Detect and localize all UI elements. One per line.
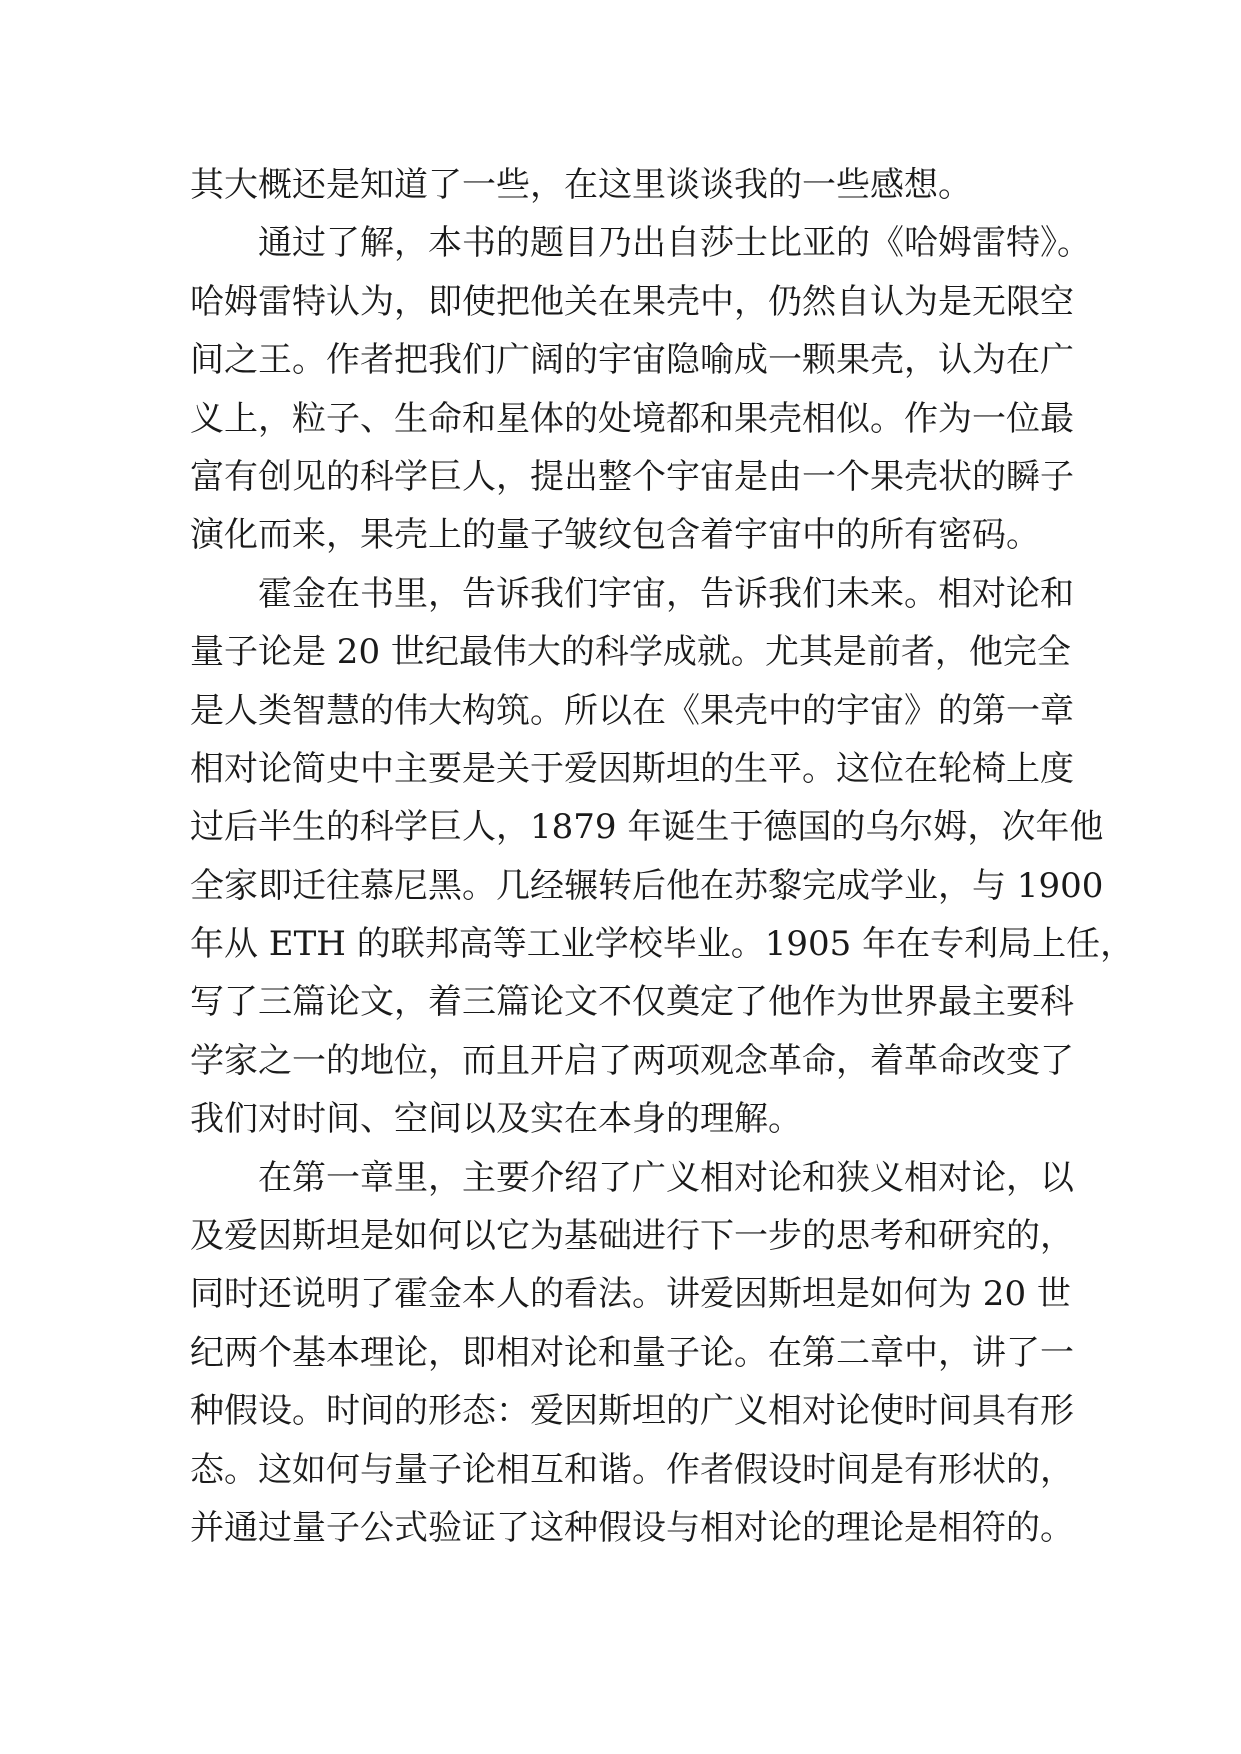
text-line: 并通过量子公式验证了这种假设与相对论的理论是相符的。	[190, 1507, 1074, 1548]
text-line: 学家之一的地位，而且开启了两项观念革命，着革命改变了	[190, 1040, 1074, 1081]
text-line: 在第一章里，主要介绍了广义相对论和狭义相对论，以	[258, 1157, 1074, 1198]
text-line: 其大概还是知道了一些，在这里谈谈我的一些感想。	[190, 165, 972, 205]
text-line: 年从 ETH 的联邦高等工业学校毕业。1905 年在专利局上任，	[190, 924, 1135, 965]
text-line: 是人类智慧的伟大构筑。所以在《果壳中的宇宙》的第一章	[190, 690, 1074, 731]
text-line: 我们对时间、空间以及实在本身的理解。	[190, 1099, 802, 1140]
text-line: 相对论简史中主要是关于爱因斯坦的生平。这位在轮椅上度	[190, 748, 1074, 789]
text-line: 哈姆雷特认为，即使把他关在果壳中，仍然自认为是无限空	[190, 281, 1074, 322]
text-line: 写了三篇论文，着三篇论文不仅奠定了他作为世界最主要科	[190, 982, 1074, 1023]
text-line: 量子论是 20 世纪最伟大的科学成就。尤其是前者，他完全	[190, 632, 1071, 673]
text-line: 全家即迁往慕尼黑。几经辗转后他在苏黎完成学业，与 1900	[190, 865, 1104, 906]
text-line: 种假设。时间的形态：爱因斯坦的广义相对论使时间具有形	[190, 1391, 1074, 1432]
text-line: 演化而来，果壳上的量子皱纹包含着宇宙中的所有密码。	[190, 515, 1040, 556]
text-line: 及爱因斯坦是如何以它为基础进行下一步的思考和研究的，	[190, 1216, 1074, 1257]
text-line: 富有创见的科学巨人，提出整个宇宙是由一个果壳状的瞬子	[190, 456, 1074, 497]
text-line: 态。这如何与量子论相互和谐。作者假设时间是有形状的，	[190, 1449, 1074, 1490]
text-line: 霍金在书里，告诉我们宇宙，告诉我们未来。相对论和	[258, 573, 1074, 614]
text-line: 义上，粒子、生命和星体的处境都和果壳相似。作为一位最	[190, 398, 1074, 439]
text-line: 同时还说明了霍金本人的看法。讲爱因斯坦是如何为 20 世	[190, 1274, 1071, 1315]
body-text	[190, 156, 1135, 1557]
text-line: 纪两个基本理论，即相对论和量子论。在第二章中，讲了一	[190, 1332, 1074, 1373]
text-line: 通过了解，本书的题目乃出自莎士比亚的《哈姆雷特》。	[258, 223, 1091, 264]
text-line: 间之王。作者把我们广阔的宇宙隐喻成一颗果壳，认为在广	[190, 340, 1074, 381]
text-line: 过后半生的科学巨人，1879 年诞生于德国的乌尔姆，次年他	[190, 807, 1104, 848]
